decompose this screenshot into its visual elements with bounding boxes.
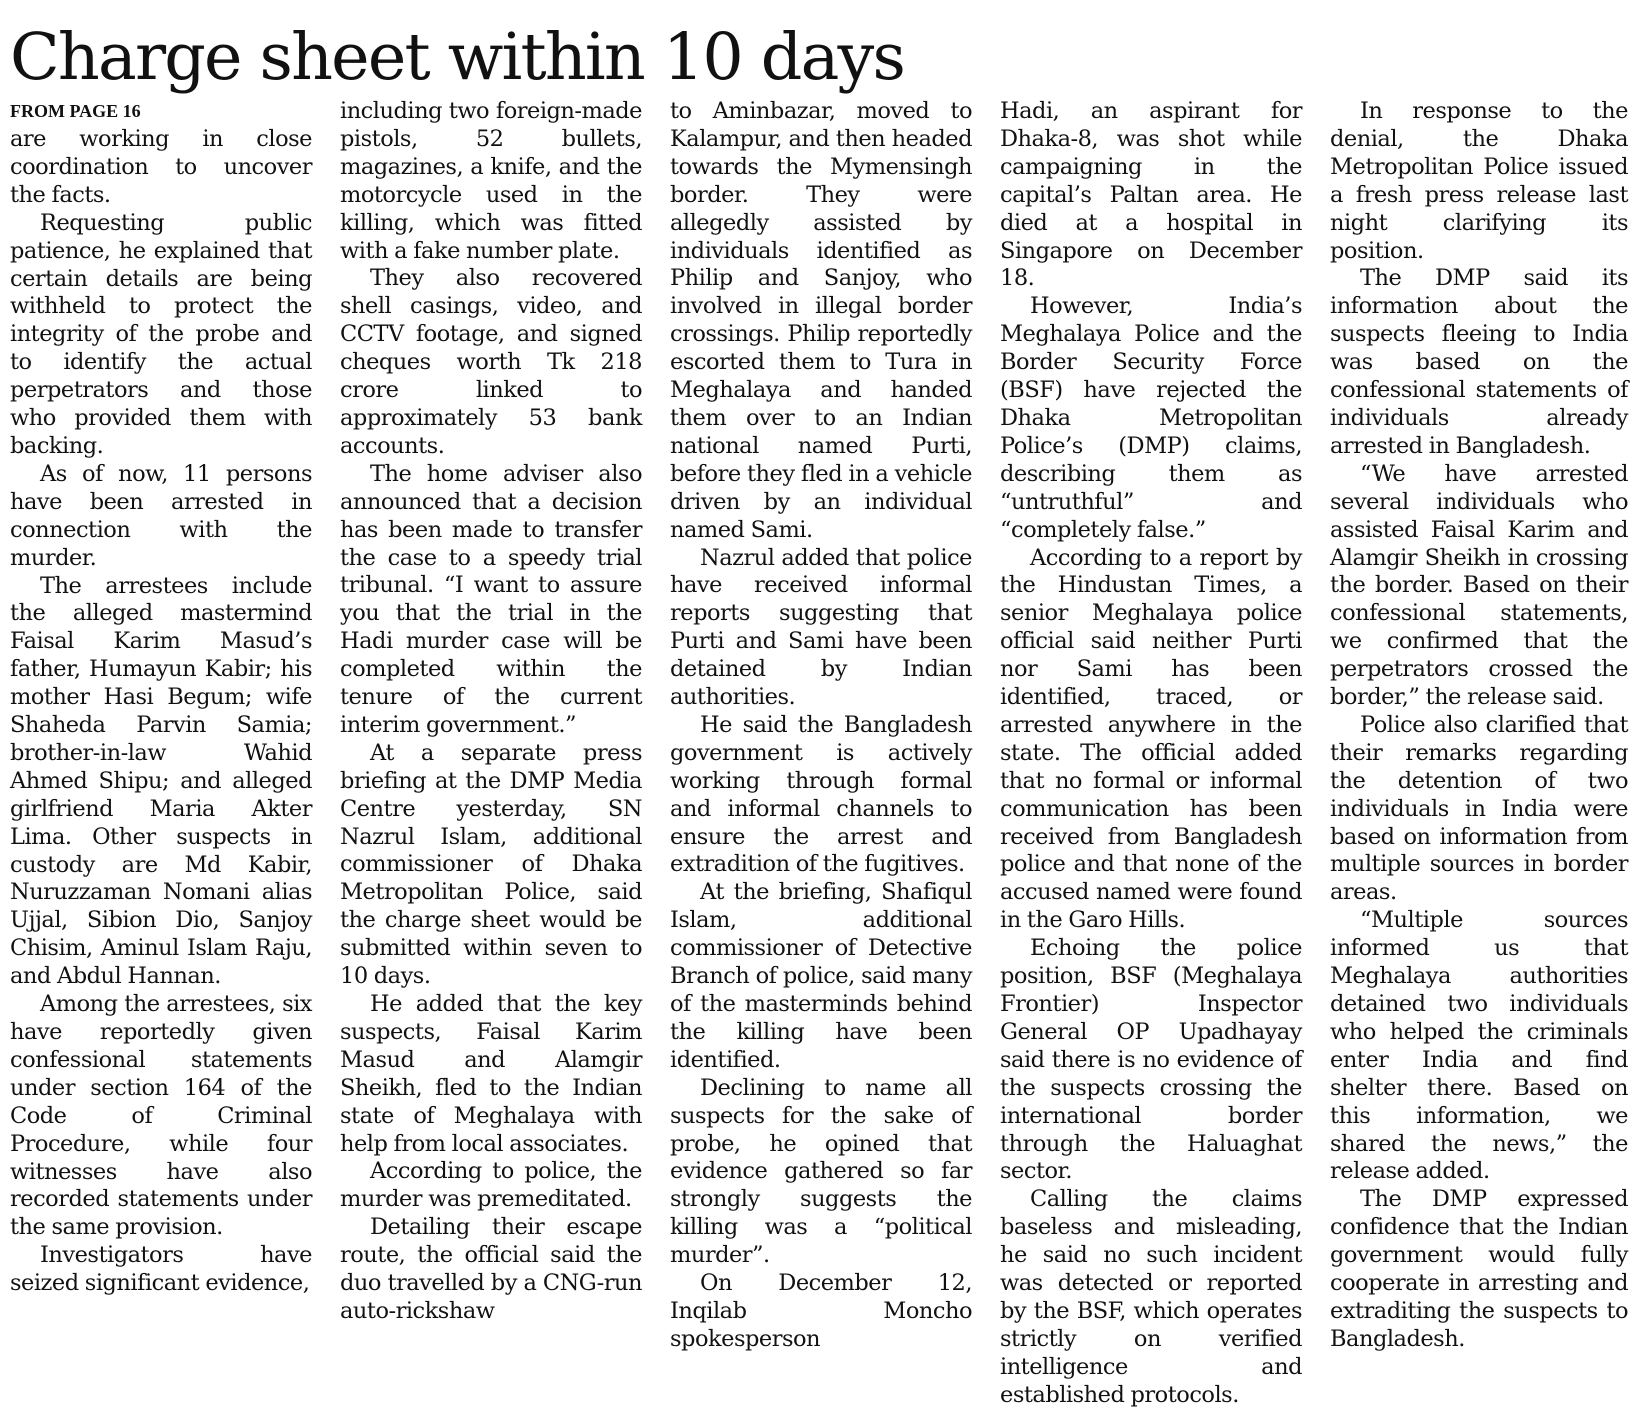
article-column-1 <box>10 98 312 1298</box>
paragraph: The home adviser also announced that a decision has been made to transfer the case to a speedy trial tribunal. “I want to assure you that the trial in the Hadi murder case will be completed within the tenure of the current interim government.” <box>340 460 642 738</box>
paragraph: On December 12, Inqilab Moncho spokesperson <box>670 1270 972 1352</box>
paragraph: Investigators have seized significant evidence, <box>10 1242 312 1297</box>
paragraph: However, India’s Meghalaya Police and the Border Security Force (BSF) have rejected the Dhaka Metropolitan Police’s (DMP) claims, describing them as “untruthful” and “completely false.” <box>1000 293 1302 543</box>
paragraph: Calling the claims baseless and misleading, he said no such incident was detected or reported by the BSF, which operates strictly on verified intelligence and established protocols. <box>1000 1186 1302 1408</box>
paragraph: He said the Bangladesh government is actively working through formal and informal channels to ensure the arrest and extradition of the fugitives. <box>670 711 972 878</box>
paragraph: to Aminbazar, moved to Kalampur, and then headed towards the Mymensingh border. They were allegedly assisted by individuals identified as Philip and Sanjoy, who involved in illegal border crossings. Philip reportedly escorted them to Tura in Meghalaya and handed them over to an Indian national named Purti, before they fled in a vehicle driven by an individual named Sami. <box>670 98 972 543</box>
paragraph: “We have arrested several individuals who assisted Faisal Karim and Alamgir Sheikh in crossing the border. Based on their confessional statements, we confirmed that the perpetrators crossed the border,” the release said. <box>1330 460 1628 711</box>
paragraph: Among the arrestees, six have reportedly given confessional statements under section 164 of the Code of Criminal Procedure, while four witnesses have also recorded statements under the same provision. <box>10 991 312 1241</box>
paragraph: Requesting public patience, he explained that certain details are being withheld to protect the integrity of the probe and to identify the actual perpetrators and those who provided them with backing. <box>10 209 312 459</box>
paragraph: Police also clarified that their remarks regarding the detention of two individuals in India were based on information from multiple sources in border areas. <box>1330 711 1628 906</box>
paragraph: are working in close coordination to uncover the facts. <box>10 126 312 208</box>
headline: Charge sheet within 10 days <box>10 20 905 95</box>
paragraph: including two foreign-made pistols, 52 bullets, magazines, a knife, and the motorcycle used in the killing, which was fitted with a fake number plate. <box>340 98 642 264</box>
paragraph: At a separate press briefing at the DMP Media Centre yesterday, SN Nazrul Islam, additional commissioner of Dhaka Metropolitan Police, said the charge sheet would be submitted within seven to 10 days. <box>340 739 642 990</box>
paragraph: As of now, 11 persons have been arrested in connection with the murder. <box>10 460 312 571</box>
paragraph: Detailing their escape route, the official said the duo travelled by a CNG-run auto-rickshaw <box>340 1214 642 1324</box>
paragraph: The DMP expressed confidence that the Indian government would fully cooperate in arresting and extraditing the suspects to Bangladesh. <box>1330 1186 1628 1352</box>
paragraph: According to police, the murder was premeditated. <box>340 1158 642 1213</box>
article-column-3 <box>670 98 972 1352</box>
paragraph: He added that the key suspects, Faisal Karim Masud and Alamgir Sheikh, fled to the Indian state of Meghalaya with help from local associates. <box>340 991 642 1157</box>
paragraph: At the briefing, Shafiqul Islam, additional commissioner of Detective Branch of police, said many of the masterminds behind the killing have been identified. <box>670 879 972 1073</box>
article-column-4 <box>1000 98 1302 1408</box>
paragraph: Echoing the police position, BSF (Meghalaya Frontier) Inspector General OP Upadhayay said there is no evidence of the suspects crossing the international border through the Haluaghat sector. <box>1000 935 1302 1185</box>
paragraph: The DMP said its information about the suspects fleeing to India was based on the confessional statements of individuals already arrested in Bangladesh. <box>1330 265 1628 459</box>
paragraph: Hadi, an aspirant for Dhaka-8, was shot while campaigning in the capital’s Paltan area. He died at a hospital in Singapore on December 18. <box>1000 98 1302 292</box>
paragraph: In response to the denial, the Dhaka Metropolitan Police issued a fresh press release last night clarifying its position. <box>1330 98 1628 264</box>
paragraph: Nazrul added that police have received informal reports suggesting that Purti and Sami have been detained by Indian authorities. <box>670 544 972 711</box>
jump-label: FROM PAGE 16 <box>10 101 141 121</box>
paragraph: The arrestees include the alleged mastermind Faisal Karim Masud’s father, Humayun Kabir; his mother Hasi Begum; wife Shaheda Parvin Samia; brother-in-law Wahid Ahmed Shipu; and alleged girlfriend Maria Akter Lima. Other suspects in custody are Md Kabir, Nuruzzaman Nomani alias Ujjal, Sibion Dio, Sanjoy Chisim, Aminul Islam Raju, and Abdul Hannan. <box>10 572 312 990</box>
paragraph: Declining to name all suspects for the sake of probe, he opined that evidence gathered so far strongly suggests the killing was a “political murder”. <box>670 1074 972 1269</box>
article-column-2 <box>340 98 642 1324</box>
article-column-5 <box>1330 98 1628 1352</box>
paragraph: According to a report by the Hindustan Times, a senior Meghalaya police official said neither Purti nor Sami has been identified, traced, or arrested anywhere in the state. The official added that no formal or informal communication has been received from Bangladesh police and that none of the accused named were found in the Garo Hills. <box>1000 544 1302 934</box>
paragraph: They also recovered shell casings, video, and CCTV footage, and signed cheques worth Tk 218 crore linked to approximately 53 bank accounts. <box>340 265 642 459</box>
paragraph: “Multiple sources informed us that Meghalaya authorities detained two individuals who helped the criminals enter India and find shelter there. Based on this information, we shared the news,” the release added. <box>1330 907 1628 1185</box>
